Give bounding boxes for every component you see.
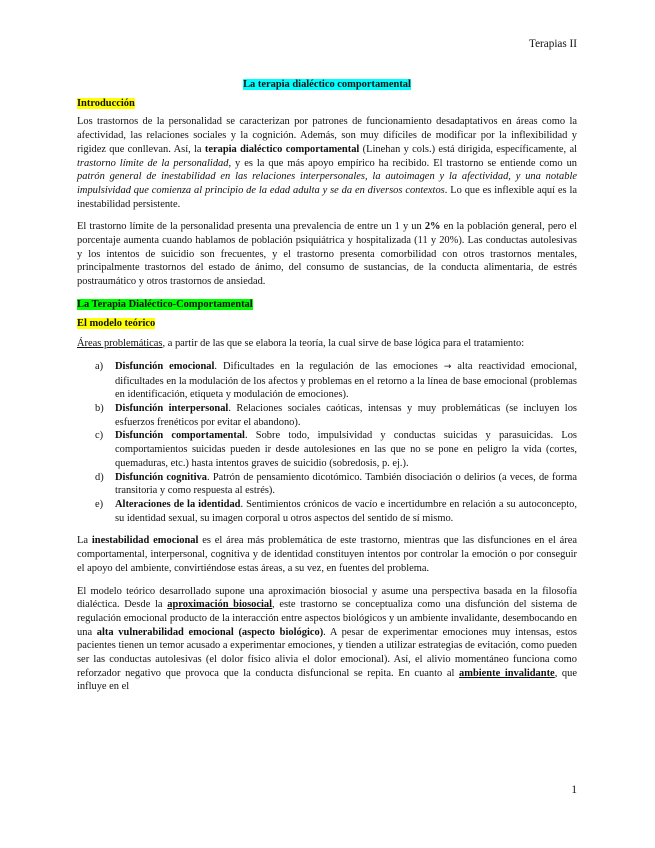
list-marker: a) [95, 360, 104, 372]
page-number: 1 [571, 784, 577, 796]
title-block [77, 78, 577, 92]
section-heading-modelo: El modelo teórico [77, 317, 156, 329]
list-item [95, 402, 577, 429]
text-span: , que influye en el [77, 667, 578, 693]
tdc-heading-block [77, 298, 577, 312]
italic-definition: patrón general de inestabilidad en las relaciones interpersonales, la autoimagen y la afectividad, y una notable impulsividad que comienza al principio de la edad adulta y se da en diversos contextos [77, 171, 577, 196]
list-term: Disfunción cognitiva [115, 471, 207, 483]
list-item [95, 360, 577, 402]
model-heading-block [77, 317, 577, 331]
italic-term: trastorno límite de la personalidad [77, 157, 229, 169]
list-term: Disfunción emocional [115, 360, 215, 372]
text-span: . Sentimientos crónicos de vacío e incertidumbre en relación a su autoconcepto, su identidad sexual, su imagen corporal u otros aspectos del sentido de sí mismo. [115, 498, 577, 524]
text-span: El modelo teórico desarrollado supone una aproximación biosocial y asume una perspectiva basada en la filosofía dialéctica. Desde la [77, 585, 577, 611]
list-term: Disfunción interpersonal [115, 403, 229, 415]
problem-areas-list [77, 360, 577, 525]
list-item [95, 498, 577, 525]
list-term: Alteraciones de la identidad [115, 498, 241, 510]
list-item [95, 471, 577, 498]
section-heading-introduccion: Introducción [77, 97, 135, 109]
text-span: . Sobre todo, impulsividad y conductas suicidas y parasuicidas. Los comportamientos suicidas pueden ir desde autolesiones en las que no se pone en peligro la vida (cortes, quemaduras, etc.) hasta intentos graves de suicidio (sobredosis, p. ej.). [115, 430, 577, 469]
underlined-term: Áreas problemáticas [77, 338, 163, 350]
text-span: El trastorno límite de la personalidad presenta una prevalencia de entre un 1 y un [77, 221, 425, 233]
bold-term: alta vulnerabilidad emocional (aspecto biológico) [96, 626, 324, 638]
list-marker: d) [95, 471, 104, 483]
bold-figure: 2% [424, 221, 441, 233]
text-span: , este trastorno se conceptualiza como una disfunción del sistema de regulación emocional producto de la interacción entre aspectos biológicos y un ambiente invalidante, desembocando en una [77, 599, 577, 638]
text-span: en la población general, pero el porcentaje aumenta cuando hablamos de población psiquiátrica y hospitalizada (11 y 20%). Las conductas autolesivas y los intentos de suicidio son frecuentes, y el trastorno presenta comorbilidad con otros trastornos mentales, principalmente trastornos del estado de ánimo, del consumo de sustancias, de la conducta alimentaria, de estrés postraumático y otros trastornos de ansiedad. [77, 221, 577, 288]
running-header: Terapias II [529, 38, 577, 50]
bold-term: inestabilidad emocional [91, 535, 199, 547]
intro-paragraph-2 [77, 220, 577, 289]
text-span: . Patrón de pensamiento dicotómico. También disociación o delirios (a veces, de forma transitoria y como respuesta al estrés). [115, 471, 577, 497]
intro-paragraph-1 [77, 115, 577, 211]
model-paragraph-3 [77, 534, 577, 575]
text-span: (Linehan y cols.) está dirigida, específicamente, al [359, 143, 577, 155]
text-span: es el área más problemática de este trastorno, mientras que las disfunciones en el área comportamental, interpersonal, cognitiva y de identidad constituyen intentos por controlar la emoción o por conseguir el apoyo del ambiente, convirtiéndose estas áreas, a su vez, en fuentes del problema. [77, 535, 578, 574]
model-paragraph-4 [77, 585, 577, 695]
list-marker: c) [95, 430, 104, 442]
list-marker: e) [95, 498, 104, 510]
text-span: Los trastornos de la personalidad se caracterizan por patrones de funcionamiento desadaptativos en áreas como la afectividad, las relaciones sociales y la cognición. Además, son muy difíciles de modificar por la inflexibilidad y rigidez que conllevan. Así, la [77, 116, 577, 155]
bold-underlined-term: ambiente invalidante [459, 667, 555, 679]
text-span: , y es la que más apoyo empírico ha recibido. El trastorno se entiende como un [228, 157, 578, 169]
intro-heading-block [77, 97, 577, 111]
bold-term: terapia dialéctico comportamental [204, 143, 360, 155]
text-span: . Lo que es inflexible aquí es la inestabilidad persistente. [77, 184, 578, 210]
text-span: . Dificultades en la regulación de las emociones [214, 360, 444, 372]
list-term: Disfunción comportamental [115, 430, 245, 442]
list-marker: b) [95, 403, 104, 415]
text-span: . A pesar de experimentar emociones muy intensas, estos pacientes tienen un temor acusado a experimentar emociones, y tienden a utilizar estrategias de evitación, como pueden ser las conductas autolesivas (el dolor físico alivia el dolor emocional). Así, el alivio momentáneo funciona como reforzador negativo que provoca que la conducta disfuncional se repita. En cuanto al [77, 626, 577, 679]
document-body [77, 78, 577, 703]
list-item [95, 429, 577, 470]
arrow-right-icon: → [443, 361, 452, 372]
text-span: . Relaciones sociales caóticas, intensas y muy problemáticas (se incluyen los esfuerzos frenéticos por evitar el abandono). [115, 403, 577, 428]
text-span: alta reactividad emocional, dificultades en la modulación de los afectos y problemas en el retorno a la línea de base emocional (problemas en identificación, etiqueta y modulación de emociones). [115, 360, 577, 401]
section-heading-terapia: La Terapia Dialéctico-Comportamental [77, 298, 253, 310]
text-span: La [77, 535, 92, 547]
areas-intro-paragraph [77, 337, 577, 351]
text-span: , a partir de las que se elabora la teoría, la cual sirve de base lógica para el tratamiento: [162, 338, 525, 350]
bold-underlined-term: aproximación biosocial [167, 599, 273, 611]
document-title: La terapia dialéctico comportamental [243, 79, 411, 90]
